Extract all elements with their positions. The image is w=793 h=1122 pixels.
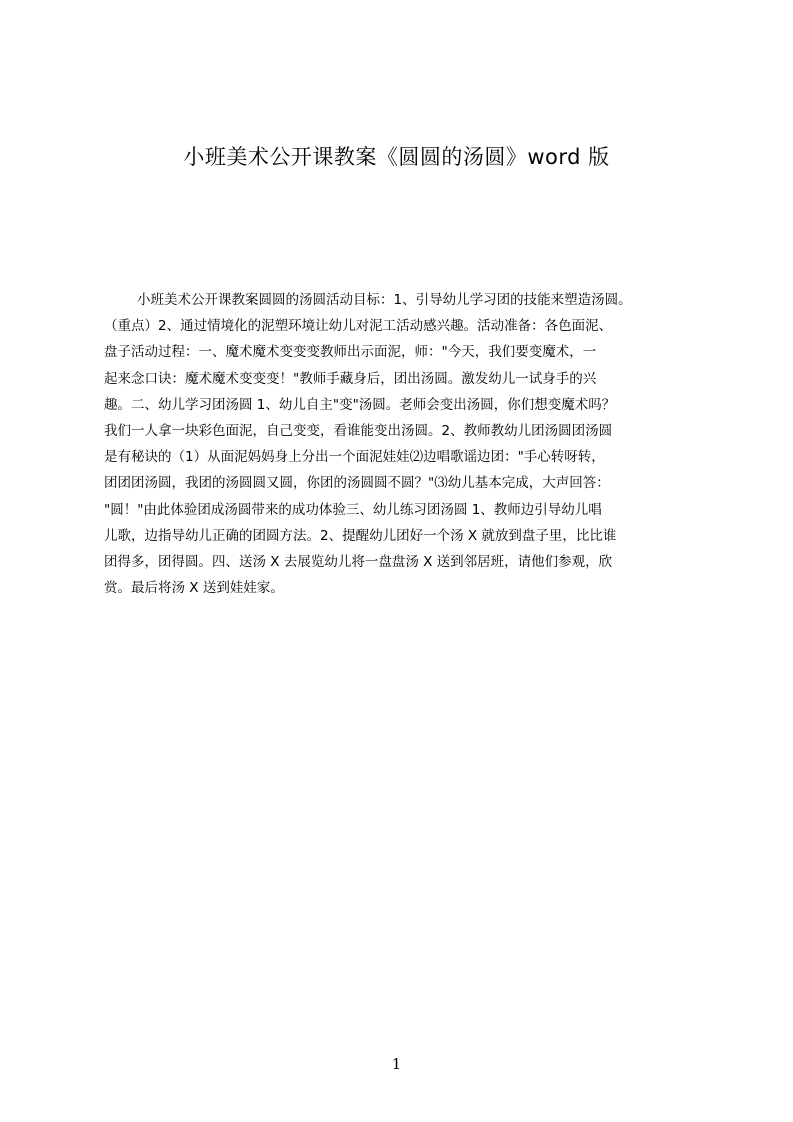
body-line: "圆！"由此体验团成汤圆带来的成功体验三、幼儿练习团汤圆 1、教师边引导幼儿唱 [104, 501, 602, 518]
body-line: 是有秘诀的（1）从面泥妈妈身上分出一个面泥娃娃⑵边唱歌谣边团："手心转呀转， [104, 449, 605, 466]
body-line: 团得多，团得圆。四、送汤 X 去展览幼儿将一盘盘汤 X 送到邻居班，请他们参观，欣 [104, 554, 613, 571]
document-title: 小班美术公开课教案《圆圆的汤圆》word 版 [183, 145, 610, 169]
page-number: 1 [391, 1055, 402, 1073]
body-line: 起来念口诀：魔术魔术变变变！"教师手藏身后，团出汤圆。激发幼儿一试身手的兴 [104, 370, 597, 387]
body-line: 趣。二、幼儿学习团汤圆 1、幼儿自主"变"汤圆。老师会变出汤圆，你们想变魔术吗？ [104, 396, 616, 413]
body-line: 我们一人拿一块彩色面泥，自己变变，看谁能变出汤圆。2、教师教幼儿团汤圆团汤圆 [104, 423, 613, 440]
body-line: 团团团汤圆，我团的汤圆圆又圆，你团的汤圆圆不圆？"⑶幼儿基本完成，大声回答： [104, 475, 610, 492]
body-line: 儿歌，边指导幼儿正确的团圆方法。2、提醒幼儿团好一个汤 X 就放到盘子里，比比谁 [104, 527, 617, 544]
body-line-text: 小班美术公开课教案圆圆的汤圆活动目标：1、引导幼儿学习团的技能来塑造汤圆。 [137, 292, 632, 308]
body-line: 盘子活动过程：一、魔术魔术变变变教师出示面泥，师："今天，我们要变魔术，一 [104, 344, 597, 361]
body-line [104, 287, 697, 313]
document-body [104, 287, 697, 601]
body-line: 赏。最后将汤 X 送到娃娃家。 [104, 580, 284, 597]
body-line: （重点）2、通过情境化的泥塑环境让幼儿对泥工活动感兴趣。活动准备：各色面泥、 [104, 318, 613, 335]
